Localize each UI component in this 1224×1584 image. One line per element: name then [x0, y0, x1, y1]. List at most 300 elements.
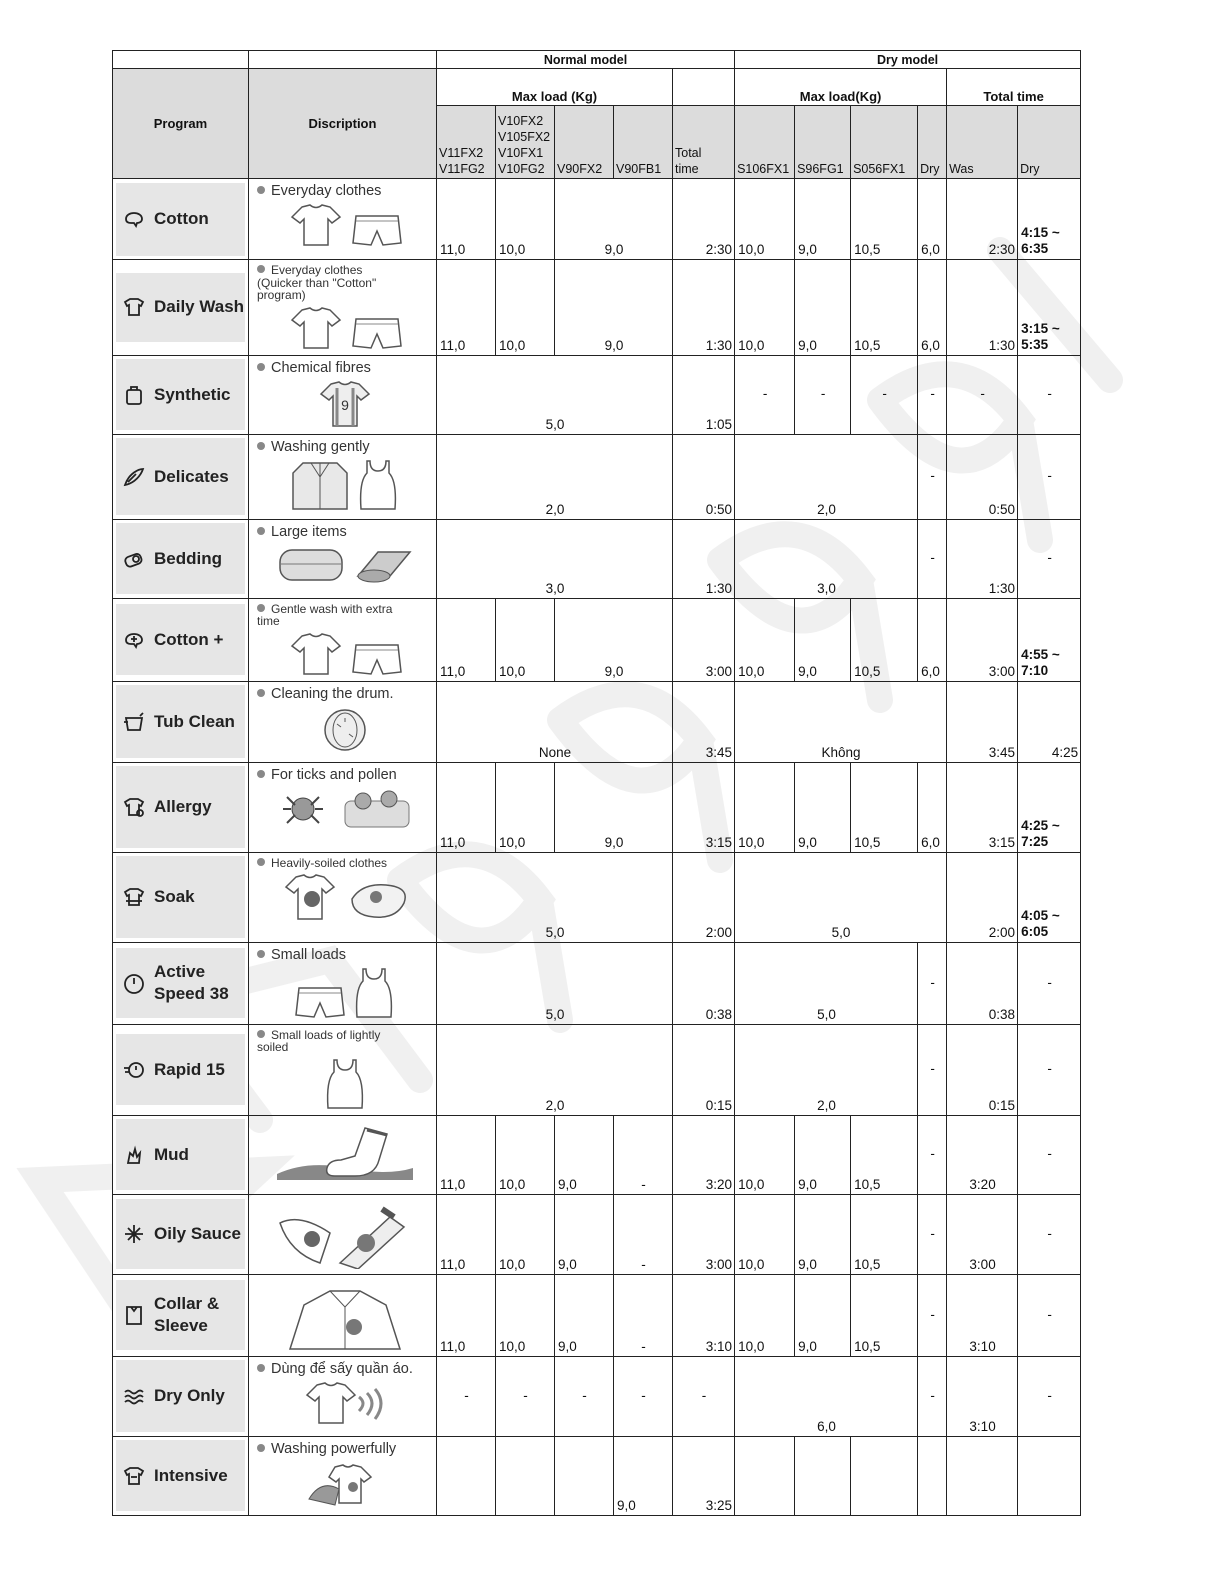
bullet-icon: [257, 1364, 265, 1372]
wash-time: -: [947, 355, 1018, 434]
program-name: Dry Only: [154, 1386, 225, 1405]
description-cell: [249, 1115, 437, 1194]
program-tub-clean[interactable]: [116, 685, 245, 758]
clothing-illustration: [257, 632, 432, 679]
load-dry: -: [918, 434, 947, 519]
load-v11: 11,0: [437, 1274, 496, 1356]
normal-load: 3,0: [437, 519, 673, 598]
model-d-dry: Dry: [918, 106, 947, 179]
model-d1: S106FX1: [735, 106, 795, 179]
program-bedding[interactable]: [116, 523, 245, 594]
description-label: Washing gently: [271, 438, 370, 455]
clothing-illustration: [257, 787, 432, 834]
dry-time: -: [1018, 355, 1081, 434]
program-name: Active Speed 38: [154, 962, 229, 1003]
max-load-dry-header: Max load(Kg): [735, 69, 947, 106]
load-s106: 10,0: [735, 1194, 795, 1274]
description-label: Small loads of lightly soiled: [257, 1027, 381, 1054]
wash-time: 1:30: [947, 260, 1018, 356]
description-label: Small loads: [271, 946, 346, 963]
drying-shirt-icon: [303, 1415, 387, 1430]
dry-time: 4:15 ~ 6:35: [1018, 179, 1081, 260]
empty-header: [673, 69, 735, 106]
bullet-icon: [257, 858, 265, 866]
description-header: Discription: [249, 69, 437, 179]
load-s106: 10,0: [735, 1115, 795, 1194]
shorts-icon: [295, 1007, 345, 1022]
collar-sleeve-icon: [122, 1303, 146, 1327]
bullet-icon: [257, 1030, 265, 1038]
program-cell: [113, 519, 249, 598]
blanket-icon: [276, 574, 346, 589]
dry-time: 4:25: [1018, 681, 1081, 762]
description-cell: [249, 1024, 437, 1115]
model-total-time: Total time: [673, 106, 735, 179]
program-name: Synthetic: [154, 384, 231, 404]
description-cell: [249, 260, 437, 356]
normal-load: 5,0: [437, 355, 673, 434]
normal-total-time: 0:15: [673, 1024, 735, 1115]
cardigan-icon: [291, 499, 349, 514]
table-row: [113, 681, 1081, 762]
tick-icon: [277, 819, 333, 834]
bullet-icon: [257, 770, 265, 778]
normal-load: 2,0: [437, 434, 673, 519]
drum-icon: [319, 742, 371, 757]
rug-icon: [354, 574, 414, 589]
normal-total-time: 1:05: [673, 355, 735, 434]
normal-total-time: 1:30: [673, 519, 735, 598]
program-cell: [113, 1194, 249, 1274]
dry-model-load: 2,0: [735, 1024, 918, 1115]
clothing-illustration: [257, 1283, 432, 1354]
load-s96: 9,0: [795, 1194, 851, 1274]
description-cell: [249, 1194, 437, 1274]
load-s056: 10,5: [851, 179, 918, 260]
description-text: [257, 360, 432, 376]
program-collar-sleeve[interactable]: [116, 1280, 245, 1350]
description-cell: [249, 1274, 437, 1356]
table-row: [113, 519, 1081, 598]
normal-load: 5,0: [437, 852, 673, 942]
model-n3: V90FX2: [555, 106, 614, 179]
load-s96: [795, 1436, 851, 1515]
dry-time: -: [1018, 942, 1081, 1024]
program-mud[interactable]: [116, 1119, 245, 1190]
clothing-illustration: [257, 706, 432, 757]
clothing-illustration: [257, 380, 432, 431]
model-n4: V90FB1: [614, 106, 673, 179]
model-d-drytime: Dry: [1018, 106, 1081, 179]
jersey-icon: [317, 396, 373, 431]
program-name: Intensive: [154, 1465, 228, 1485]
dry-time: -: [1018, 1024, 1081, 1115]
bullet-icon: [257, 950, 265, 958]
description-text: [257, 524, 432, 540]
table-row: [113, 1194, 1081, 1274]
t-shirt-icon: [288, 338, 344, 353]
dry-model-load: 2,0: [735, 434, 918, 519]
normal-model-header: Normal model: [437, 51, 735, 69]
description-cell: [249, 942, 437, 1024]
load-v10: 10,0: [496, 762, 555, 852]
clothing-illustration: [257, 1381, 432, 1430]
dry-model-load: 5,0: [735, 852, 947, 942]
description-label: Washing powerfully: [271, 1440, 397, 1457]
normal-total-time: 3:20: [673, 1115, 735, 1194]
bullet-icon: [257, 442, 265, 450]
load-s96: 9,0: [795, 598, 851, 681]
load-v10: 10,0: [496, 1115, 555, 1194]
table-row: [113, 434, 1081, 519]
description-text: [257, 1361, 432, 1377]
dry-time: 4:05 ~ 6:05: [1018, 852, 1081, 942]
bullet-icon: [257, 1444, 265, 1452]
load-v10: 10,0: [496, 1194, 555, 1274]
bullet-icon: [257, 186, 265, 194]
normal-total-time: 3:25: [673, 1436, 735, 1515]
intensive-icon: [122, 1464, 146, 1488]
program-allergy[interactable]: [116, 766, 245, 848]
wash-time: 3:45: [947, 681, 1018, 762]
load-v90fb1: -: [614, 1274, 673, 1356]
wash-time: 0:15: [947, 1024, 1018, 1115]
description-text: [257, 603, 432, 628]
load-v10: -: [496, 1356, 555, 1436]
load-s056: 10,5: [851, 260, 918, 356]
table-row: [113, 598, 1081, 681]
wash-time: 3:20: [947, 1115, 1018, 1194]
load-v90: 9,0: [555, 598, 673, 681]
tub-clean-icon: [122, 710, 146, 734]
bullet-icon: [257, 363, 265, 371]
load-s106: -: [735, 355, 795, 434]
dry-model-load: 6,0: [735, 1356, 918, 1436]
load-v10: 10,0: [496, 598, 555, 681]
normal-total-time: 3:00: [673, 1194, 735, 1274]
program-name: Allergy: [154, 797, 212, 816]
bedding-icon: [122, 547, 146, 571]
model-n2: V10FX2 V105FX2 V10FX1 V10FG2: [496, 106, 555, 179]
load-s056: -: [851, 355, 918, 434]
table-row: [113, 179, 1081, 260]
load-dry: 6,0: [918, 179, 947, 260]
load-s056: 10,5: [851, 598, 918, 681]
dry-model-load: 3,0: [735, 519, 918, 598]
normal-total-time: 3:15: [673, 762, 735, 852]
model-d3: S056FX1: [851, 106, 918, 179]
program-table: [112, 50, 1081, 1516]
clothing-illustration: [257, 873, 432, 924]
clothing-illustration: [257, 544, 432, 589]
program-cell: [113, 852, 249, 942]
load-s96: 9,0: [795, 179, 851, 260]
load-s056: [851, 1436, 918, 1515]
load-s96: 9,0: [795, 762, 851, 852]
normal-load: 5,0: [437, 942, 673, 1024]
wash-time: 2:00: [947, 852, 1018, 942]
total-time-header: Total time: [947, 69, 1081, 106]
table-row: [113, 1115, 1081, 1194]
table-row: [113, 762, 1081, 852]
load-v11: 11,0: [437, 1115, 496, 1194]
description-text: [257, 686, 432, 702]
towel-icon: [346, 909, 408, 924]
program-rows: [113, 179, 1081, 1516]
program-cell: [113, 355, 249, 434]
wash-time: 3:00: [947, 598, 1018, 681]
clothing-illustration: [257, 1461, 432, 1510]
bullet-icon: [257, 527, 265, 535]
program-name: Bedding: [154, 548, 222, 568]
program-name: Rapid 15: [154, 1059, 225, 1079]
description-text: [257, 183, 432, 199]
load-v11: -: [437, 1356, 496, 1436]
description-label: Large items: [271, 523, 347, 540]
load-s056: 10,5: [851, 1115, 918, 1194]
normal-total-time: 3:10: [673, 1274, 735, 1356]
load-v90fb1: -: [614, 1356, 673, 1436]
load-dry: [918, 1436, 947, 1515]
oily-sauce-icon: [122, 1222, 146, 1246]
load-s106: 10,0: [735, 762, 795, 852]
load-v10: [496, 1436, 555, 1515]
program-cotton-plus[interactable]: [116, 604, 245, 675]
wash-time: 1:30: [947, 519, 1018, 598]
description-label: Gentle wash with extra time: [257, 601, 393, 628]
soak-icon: [122, 885, 146, 909]
load-s106: [735, 1436, 795, 1515]
program-synthetic[interactable]: [116, 359, 245, 430]
wash-time: 0:50: [947, 434, 1018, 519]
program-name: Collar & Sleeve: [154, 1294, 220, 1335]
program-cell: [113, 942, 249, 1024]
description-text: [257, 857, 432, 870]
muddy-sock-icon: [275, 1174, 415, 1189]
collar-shirt-icon: [280, 1339, 410, 1354]
dry-time: -: [1018, 1274, 1081, 1356]
dry-model-load: 5,0: [735, 942, 918, 1024]
program-cell: [113, 434, 249, 519]
load-v90: -: [555, 1356, 614, 1436]
load-v90: 9,0: [555, 1194, 614, 1274]
description-cell: [249, 681, 437, 762]
empty-header: [113, 51, 249, 69]
shorts-icon: [352, 235, 402, 250]
description-label: Dùng để sấy quần áo.: [271, 1360, 413, 1377]
camisole-icon: [353, 1007, 395, 1022]
load-s056: 10,5: [851, 1194, 918, 1274]
program-name: Cotton: [154, 209, 209, 228]
load-s96: 9,0: [795, 1115, 851, 1194]
dry-time: -: [1018, 519, 1081, 598]
description-cell: [249, 1356, 437, 1436]
wash-time: 3:10: [947, 1356, 1018, 1436]
dry-only-icon: [122, 1384, 146, 1408]
load-v11: 11,0: [437, 762, 496, 852]
table-row: [113, 260, 1081, 356]
program-delicates[interactable]: [116, 438, 245, 515]
program-cell: [113, 1274, 249, 1356]
clothing-illustration: [257, 459, 432, 514]
load-v11: [437, 1436, 496, 1515]
dry-time: -: [1018, 434, 1081, 519]
load-v90fb1: 9,0: [614, 1436, 673, 1515]
description-label: Chemical fibres: [271, 359, 371, 376]
table-row: [113, 1024, 1081, 1115]
description-text: [257, 264, 432, 302]
description-cell: [249, 598, 437, 681]
dry-model-header: Dry model: [735, 51, 1081, 69]
normal-total-time: -: [673, 1356, 735, 1436]
load-v11: 11,0: [437, 598, 496, 681]
t-shirt-icon: [288, 664, 344, 679]
description-text: [257, 767, 432, 783]
load-s106: 10,0: [735, 1274, 795, 1356]
bullet-icon: [257, 265, 265, 273]
load-v10: 10,0: [496, 1274, 555, 1356]
model-d-was: Was: [947, 106, 1018, 179]
table-row: [113, 1436, 1081, 1515]
dry-time: -: [1018, 1356, 1081, 1436]
synthetic-icon: [122, 383, 146, 407]
program-cell: [113, 1436, 249, 1515]
load-s96: 9,0: [795, 1274, 851, 1356]
load-v90fb1: -: [614, 1194, 673, 1274]
program-intensive[interactable]: [116, 1440, 245, 1511]
description-cell: [249, 355, 437, 434]
load-v90: 9,0: [555, 1115, 614, 1194]
bullet-icon: [257, 604, 265, 612]
table-row: [113, 1356, 1081, 1436]
load-s056: 10,5: [851, 1274, 918, 1356]
program-cell: [113, 260, 249, 356]
program-name: Soak: [154, 887, 195, 906]
cotton-plus-icon: [122, 628, 146, 652]
program-cell: [113, 681, 249, 762]
normal-total-time: 1:30: [673, 260, 735, 356]
description-label: Everyday clothes: [271, 183, 382, 199]
program-cell: [113, 598, 249, 681]
program-daily-wash[interactable]: [116, 273, 245, 342]
load-s056: 10,5: [851, 762, 918, 852]
normal-load: None: [437, 681, 673, 762]
description-text: [257, 439, 432, 455]
model-d2: S96FG1: [795, 106, 851, 179]
description-cell: [249, 519, 437, 598]
load-v90: 9,0: [555, 1274, 614, 1356]
program-cotton[interactable]: [116, 183, 245, 256]
load-v90: [555, 1436, 614, 1515]
normal-load: 2,0: [437, 1024, 673, 1115]
normal-total-time: 2:00: [673, 852, 735, 942]
description-label: For ticks and pollen: [271, 766, 397, 783]
load-v11: 11,0: [437, 1194, 496, 1274]
load-dry: -: [918, 1194, 947, 1274]
load-dry: -: [918, 1024, 947, 1115]
clothing-illustration: [257, 306, 432, 353]
load-v90: 9,0: [555, 179, 673, 260]
normal-total-time: 3:45: [673, 681, 735, 762]
table-row: [113, 852, 1081, 942]
dry-model-load: Không: [735, 681, 947, 762]
rapid-15-icon: [122, 1058, 146, 1082]
description-cell: [249, 852, 437, 942]
model-n1: V11FX2 V11FG2: [437, 106, 496, 179]
load-dry: 6,0: [918, 762, 947, 852]
camisole-icon: [324, 1098, 366, 1113]
load-v10: 10,0: [496, 179, 555, 260]
dry-time: 4:55 ~ 7:10: [1018, 598, 1081, 681]
program-active-speed-38[interactable]: [116, 948, 245, 1018]
cotton-icon: [122, 207, 146, 231]
load-s96: 9,0: [795, 260, 851, 356]
description-label: Cleaning the drum.: [271, 685, 394, 702]
program-rapid-15[interactable]: [116, 1034, 245, 1105]
description-label: Heavily-soiled clothes: [271, 855, 388, 870]
description-text: [257, 1029, 432, 1054]
wash-time: 3:15: [947, 762, 1018, 852]
dry-time: -: [1018, 1194, 1081, 1274]
dry-time: -: [1018, 1115, 1081, 1194]
description-cell: [249, 1436, 437, 1515]
load-s106: 10,0: [735, 598, 795, 681]
stained-shirt-icon: [282, 909, 338, 924]
load-s106: 10,0: [735, 179, 795, 260]
load-v10: 10,0: [496, 260, 555, 356]
program-cell: [113, 1356, 249, 1436]
table-row: [113, 942, 1081, 1024]
allergy-icon: [122, 795, 146, 819]
description-label: Everyday clothes (Quicker than "Cotton" program): [257, 263, 377, 302]
load-v90: 9,0: [555, 762, 673, 852]
load-v90: 9,0: [555, 260, 673, 356]
clothing-illustration: [257, 1203, 432, 1272]
program-dry-only[interactable]: [116, 1360, 245, 1432]
description-cell: [249, 762, 437, 852]
load-dry: -: [918, 519, 947, 598]
wash-time: [947, 1436, 1018, 1515]
load-dry: -: [918, 1274, 947, 1356]
program-name: Daily Wash: [154, 297, 245, 317]
dry-time: [1018, 1436, 1081, 1515]
clothing-illustration: [257, 967, 432, 1022]
clothing-illustration: [257, 1058, 432, 1113]
description-text: [257, 947, 432, 963]
program-soak[interactable]: [116, 856, 245, 938]
wash-time: 3:10: [947, 1274, 1018, 1356]
active-speed-38-icon: [122, 971, 146, 995]
empty-header: [249, 51, 437, 69]
camisole-icon: [357, 499, 399, 514]
normal-total-time: 2:30: [673, 179, 735, 260]
shorts-icon: [352, 338, 402, 353]
program-cell: [113, 179, 249, 260]
delicates-icon: [122, 465, 146, 489]
description-cell: [249, 179, 437, 260]
program-name: Oily Sauce: [154, 1224, 241, 1243]
mud-icon: [122, 1143, 146, 1167]
load-dry: 6,0: [918, 598, 947, 681]
normal-total-time: 3:00: [673, 598, 735, 681]
dry-time: 4:25 ~ 7:25: [1018, 762, 1081, 852]
table-row: [113, 355, 1081, 434]
program-name: Mud: [154, 1144, 189, 1164]
program-header: Program: [113, 69, 249, 179]
program-oily-sauce[interactable]: [116, 1199, 245, 1269]
scrubbing-icon: [305, 1495, 385, 1510]
load-dry: -: [918, 355, 947, 434]
